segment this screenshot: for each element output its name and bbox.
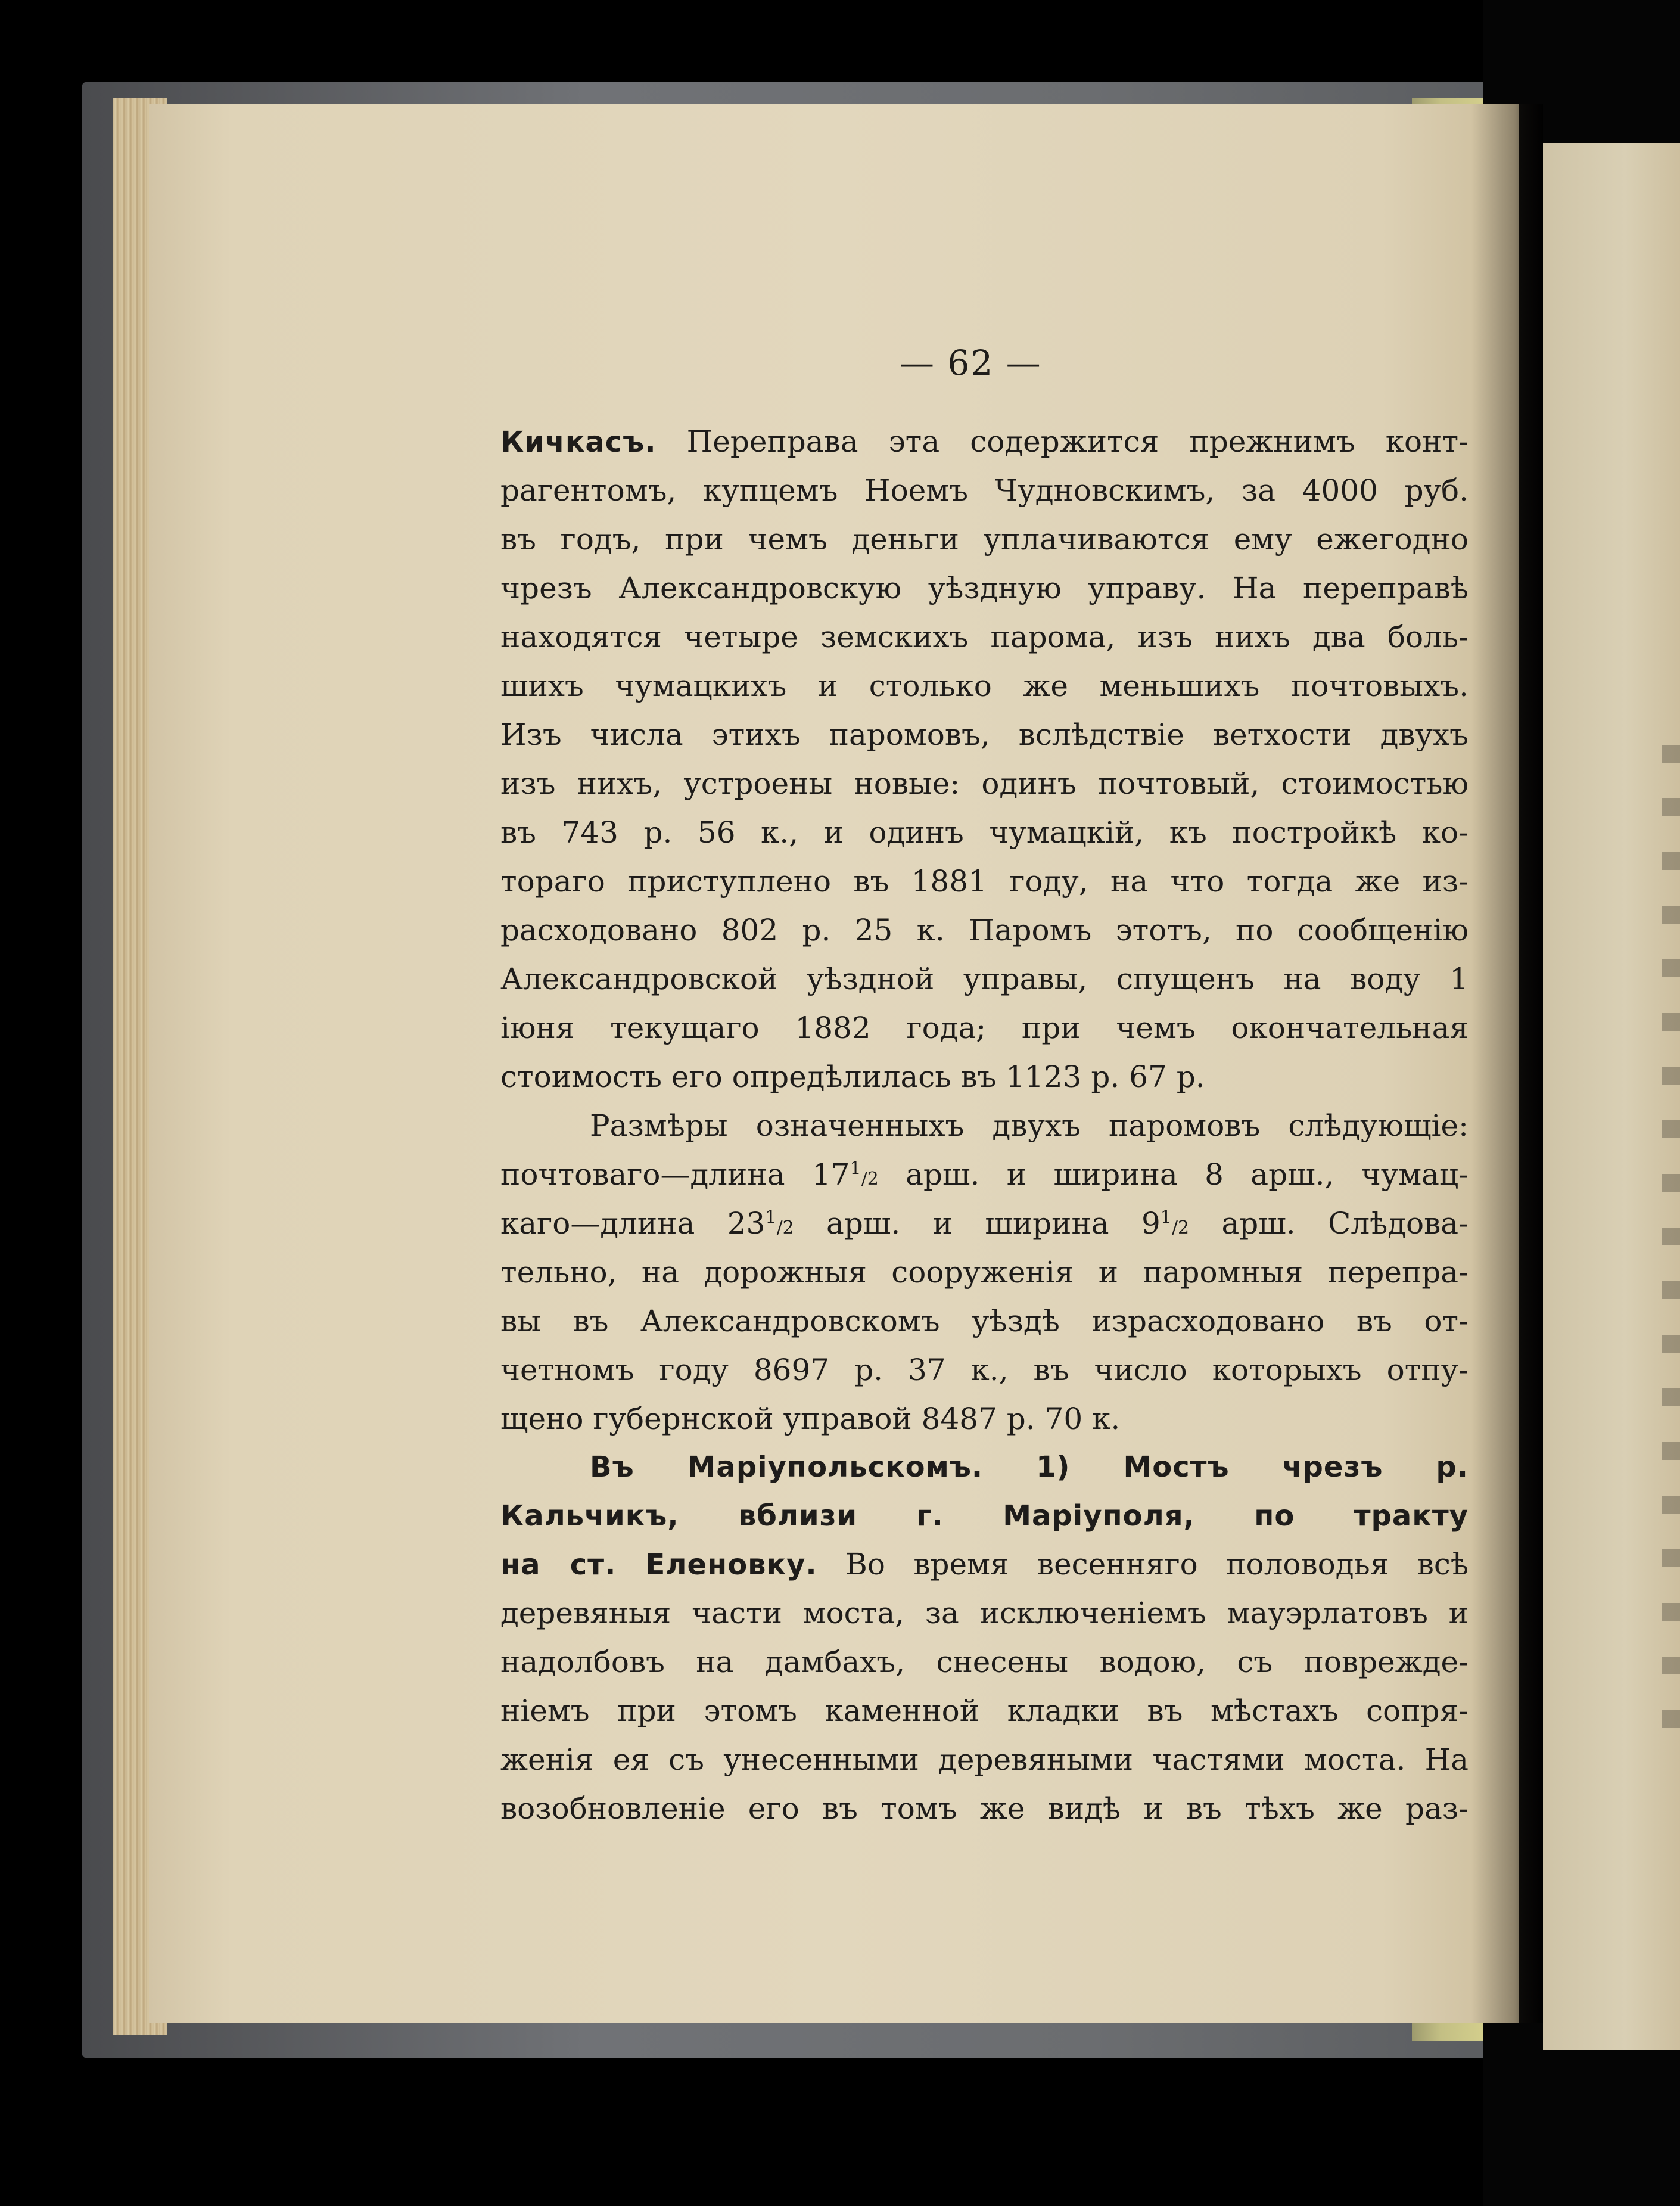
text-line: въ 743 р. 56 к., и одинъ чумацкій, къ постройкѣ ко- (500, 815, 1469, 850)
text-line: щено губернской управой 8487 р. 70 к. (500, 1402, 1121, 1436)
section-heading: на ст. Еленовку. (500, 1548, 817, 1582)
text-line: въ годъ, при чемъ деньги уплачиваются ему ежегодно (500, 522, 1469, 557)
text-line: на ст. Еленовку. Во время весенняго половодья всѣ (500, 1547, 1469, 1582)
text-line: Александровской уѣздной управы, спущенъ на воду 1 (500, 962, 1469, 996)
paragraph-ferry-dimensions (500, 1101, 1469, 1443)
section-heading: Кальчикъ, вблизи г. Маріуполя, по тракту (500, 1499, 1469, 1533)
neighbor-page-text (1662, 745, 1680, 1758)
text-line: вы въ Александровскомъ уѣздѣ израсходовано въ от- (500, 1304, 1469, 1338)
text-line: стоимость его опредѣлилась въ 1123 р. 67 р. (500, 1059, 1205, 1094)
section-heading: Кичкасъ. (500, 425, 657, 459)
text-line: тораго приступлено въ 1881 году, на что тогда же из- (500, 864, 1469, 899)
text-line (500, 1442, 1469, 1491)
paragraph-mariupol (500, 1442, 1469, 1833)
text-line: деревяныя части моста, за исключеніемъ мауэрлатовъ и (500, 1596, 1469, 1630)
text-line: тельно, на дорожныя сооруженія и паромныя перепра- (500, 1255, 1469, 1290)
page-gutter (1471, 104, 1543, 2023)
text-line: женія ея съ унесенными деревяными частями моста. На (500, 1742, 1469, 1777)
text-line: расходовано 802 р. 25 к. Паромъ этотъ, по сообщенію (500, 913, 1469, 947)
text-line: ніемъ при этомъ каменной кладки въ мѣстахъ сопря- (500, 1694, 1469, 1728)
neighbor-page (1543, 143, 1680, 2050)
page-number: — 62 — (900, 343, 1042, 383)
text-line: надолбовъ на дамбахъ, снесены водою, съ поврежде- (500, 1645, 1469, 1679)
text-line: четномъ году 8697 р. 37 к., въ число которыхъ отпу- (500, 1353, 1469, 1387)
text-line: чрезъ Александровскую уѣздную управу. На переправѣ (500, 571, 1469, 605)
text-line: возобновленіе его въ томъ же видѣ и въ тѣхъ же раз- (500, 1791, 1469, 1826)
text-line: іюня текущаго 1882 года; при чемъ окончательная (500, 1011, 1469, 1045)
section-heading: Въ Маріупольскомъ. 1) Мостъ чрезъ р. (590, 1450, 1469, 1484)
text-line: шихъ чумацкихъ и столько же меньшихъ почтовыхъ. (500, 669, 1469, 703)
text-line: изъ нихъ, устроены новые: одинъ почтовый, стоимостью (500, 766, 1469, 801)
text-line: рагентомъ, купцемъ Ноемъ Чудновскимъ, за 4000 руб. (500, 473, 1469, 508)
text-line: Размѣры означенныхъ двухъ паромовъ слѣдующіе: (590, 1108, 1469, 1143)
paragraph-kichkas (500, 417, 1469, 1101)
text-line: находятся четыре земскихъ парома, изъ нихъ два боль- (500, 620, 1469, 654)
text-line (500, 1491, 1469, 1540)
text-line: Кичкасъ. Переправа эта содержится прежнимъ конт- (500, 424, 1469, 459)
text-line: Изъ числа этихъ паромовъ, вслѣдствіе ветхости двухъ (500, 717, 1469, 752)
text-line: почтоваго—длина $17^1/2$ арш. и ширина 8 арш., чумац- (500, 1157, 1469, 1192)
text-line: каго—длина $23^1/2$ арш. и ширина $9^1/2$ арш. Слѣдова- (500, 1206, 1469, 1241)
